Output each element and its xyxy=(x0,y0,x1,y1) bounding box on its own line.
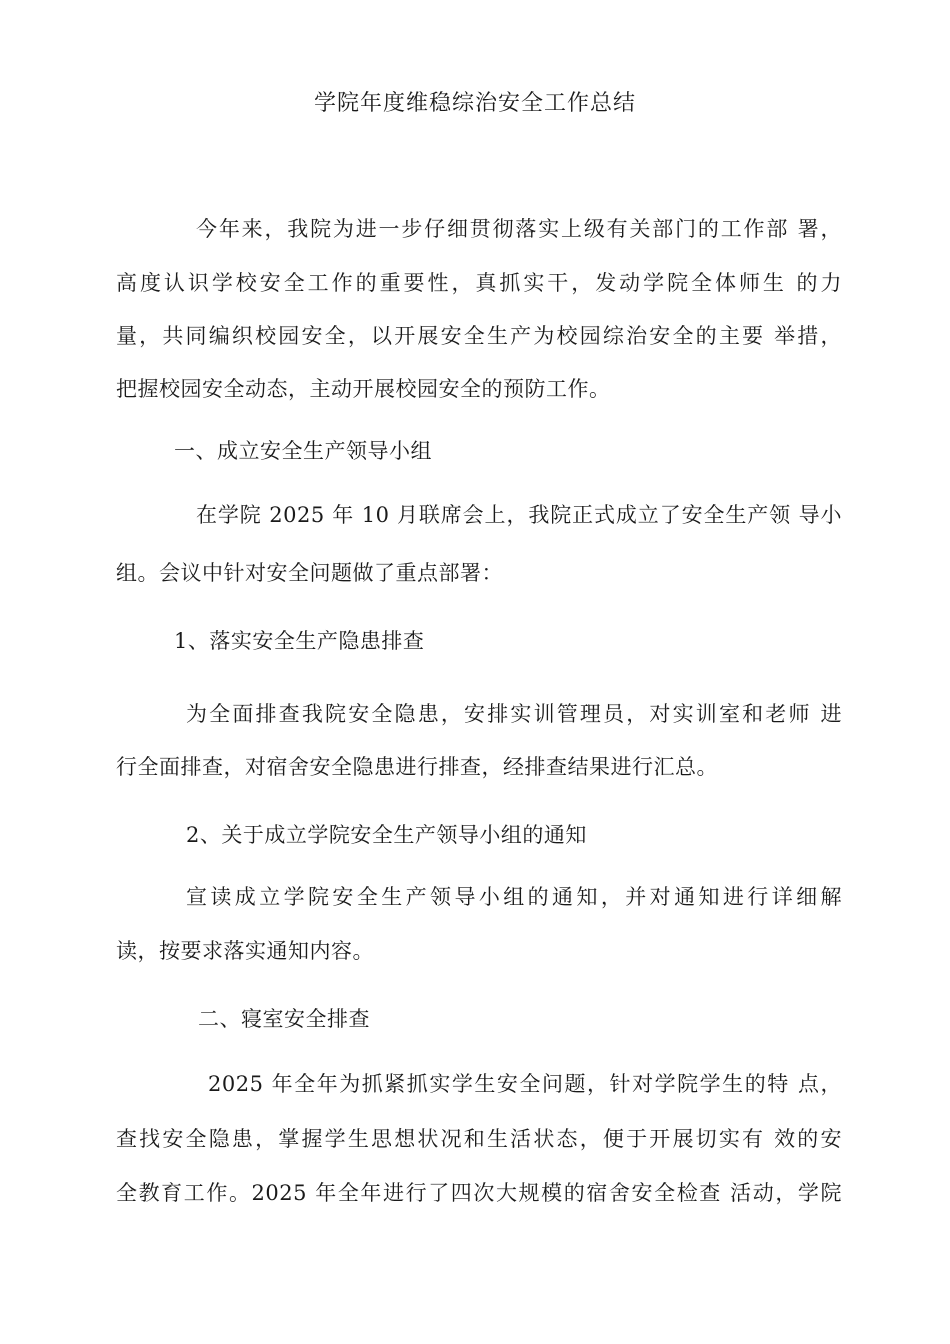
item-1-heading: 1、落实安全生产隐患排查 xyxy=(174,629,425,653)
section-2-line-1: 2025 年全年为抓紧抓实学生安全问题，针对学院学生的特 点， xyxy=(208,1072,842,1096)
section-2-line-2: 查找安全隐患，掌握学生思想状况和生活状态，便于开展切实有 效的安 xyxy=(116,1127,842,1151)
item-2-line-1: 宣读成立学院安全生产领导小组的通知，并对通知进行详细解 xyxy=(186,885,842,909)
section-2-heading: 二、寝室安全排查 xyxy=(198,1007,370,1031)
section-1-line-2: 组。会议中针对安全问题做了重点部署： xyxy=(116,561,503,585)
item-1-line-1: 为全面排查我院安全隐患，安排实训管理员，对实训室和老师 进 xyxy=(186,702,842,726)
document-title: 学院年度维稳综治安全工作总结 xyxy=(313,91,636,116)
section-1-line-1: 在学院 2025 年 10 月联席会上，我院正式成立了安全生产领 导小 xyxy=(196,503,842,527)
section-1-heading: 一、成立安全生产领导小组 xyxy=(174,439,432,463)
intro-line-3: 量，共同编织校园安全，以开展安全生产为校园综治安全的主要 举措， xyxy=(116,324,842,348)
intro-line-2: 高度认识学校安全工作的重要性，真抓实干，发动学院全体师生 的力 xyxy=(116,271,842,295)
intro-line-4: 把握校园安全动态，主动开展校园安全的预防工作。 xyxy=(116,377,611,401)
item-1-line-2: 行全面排查，对宿舍安全隐患进行排查，经排查结果进行汇总。 xyxy=(116,755,718,779)
item-2-line-2: 读，按要求落实通知内容。 xyxy=(116,939,374,963)
item-2-heading: 2、关于成立学院安全生产领导小组的通知 xyxy=(186,823,587,847)
intro-line-1: 今年来，我院为进一步仔细贯彻落实上级有关部门的工作部 署， xyxy=(196,217,842,241)
section-2-line-3: 全教育工作。2025 年全年进行了四次大规模的宿舍安全检查 活动，学院 xyxy=(116,1181,842,1205)
